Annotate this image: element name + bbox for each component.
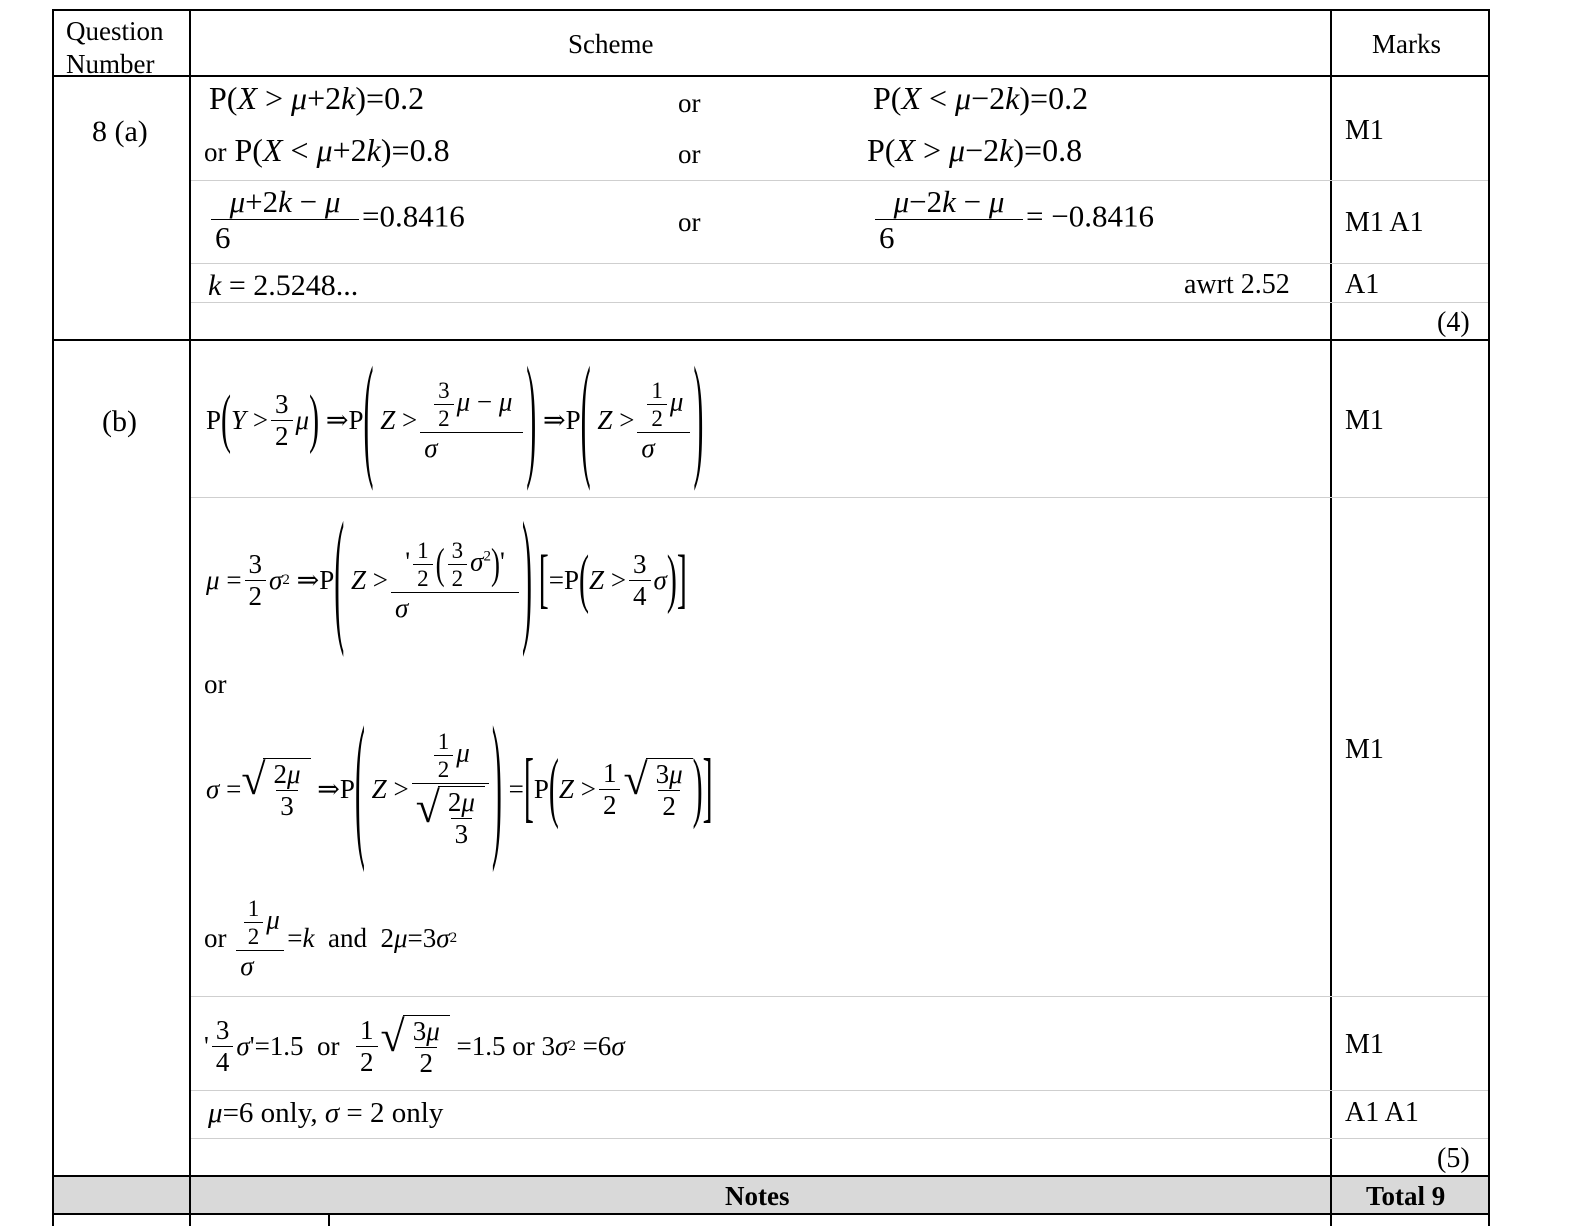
or-label: or <box>204 922 227 953</box>
row-separator <box>191 1138 1488 1139</box>
prob-eq-2: P(X < μ−2k)=0.2 <box>873 80 1089 116</box>
notes-header: Notes <box>725 1181 790 1211</box>
mark-b-m1-2: M1 <box>1345 734 1384 765</box>
k-value: k = 2.5248... <box>208 269 359 302</box>
part-a-total: (4) <box>1437 307 1470 338</box>
prob-eq-3: or P(X < μ+2k)=0.8 <box>204 132 450 168</box>
awrt-note: awrt 2.52 <box>1184 269 1290 300</box>
question-column-divider <box>189 9 191 1226</box>
mark-a1-a1: A1 A1 <box>1345 1097 1419 1128</box>
row-separator <box>191 302 1488 303</box>
part-b-label: (b) <box>102 405 137 438</box>
final-answer: μ=6 only, σ = 2 only <box>208 1097 444 1129</box>
and-label: and <box>327 922 367 953</box>
notes-subcolumn-divider <box>328 1213 330 1226</box>
k-relation: or $\frac{1}{2}$ μ σ = k and 2 μ =3 σ 2 <box>204 895 458 981</box>
or-label: or <box>204 137 227 167</box>
right-border <box>1488 9 1490 1226</box>
standardise-eq-1: $\frac{\mu+2k - \mu}{6}$ =0.8416 <box>208 186 465 253</box>
sigma-substitution: σ = √ $\frac{2\mu}{3}$ ⇒P ( Z > $\frac{1}{2}$ μ √ $\frac{2\mu}{3}$ ) = [ P ( Z > $\frac{1}{2}$ √ $\frac{3\mu}{2}$ ) ] <box>206 697 713 876</box>
row-separator <box>191 1090 1488 1091</box>
mu-substitution: μ = $\frac{3}{2}$ σ 2 ⇒P ( Z > ' $\frac{1}{2}$ ( $\frac{3}{2}$ $\sigma^2)'$ σ ) [ =P ( Z > $\frac{3}{4}$ σ ) ] <box>206 495 687 660</box>
part-a-label: 8 (a) <box>92 115 148 148</box>
row-separator <box>191 180 1488 181</box>
standardise-eq-2: $\frac{\mu-2k - \mu}{6}$ = −0.8416 <box>872 186 1154 253</box>
mark-m1: M1 <box>1345 115 1384 146</box>
or-label: or <box>678 88 701 118</box>
or-label: or <box>512 1030 535 1061</box>
prob-eq-1: P(X > μ+2k)=0.2 <box>209 80 425 116</box>
scheme-header: Scheme <box>568 29 654 59</box>
mark-b-m1-3: M1 <box>1345 1029 1384 1060</box>
equation-1-5: ' $\frac{3}{4}$ σ '=1.5 or $\frac{1}{2}$ √ $\frac{3\mu}{2}$ =1.5 or 3 σ 2 =6 σ <box>204 1012 625 1078</box>
or-label: or <box>678 139 701 169</box>
or-label: or <box>204 669 227 699</box>
part-b-total: (5) <box>1437 1143 1470 1174</box>
mark-a1: A1 <box>1345 269 1380 300</box>
part-b-bottom-border <box>52 1175 1490 1177</box>
row-separator <box>191 497 1488 498</box>
part-a-bottom-border <box>52 339 1490 341</box>
mark-scheme-table <box>52 9 1490 1226</box>
row-separator <box>191 996 1488 997</box>
left-border <box>52 9 54 1226</box>
marks-header: Marks <box>1372 29 1441 59</box>
header-bottom-border <box>52 75 1490 77</box>
marks-column-divider <box>1330 9 1332 1226</box>
mark-m1-a1: M1 A1 <box>1345 207 1424 238</box>
notes-bottom-border <box>52 1213 1490 1215</box>
row-separator <box>191 263 1488 264</box>
or-label: or <box>317 1030 340 1061</box>
total-marks: Total 9 <box>1366 1181 1446 1211</box>
table-top-border <box>52 9 1490 11</box>
prob-y-expression: P ( Y > $\frac{3}{2}$ μ ) ⇒P ( Z > $\frac{3}{2}$ μ − μ σ ) ⇒P ( Z > $\frac{1}{2}$ μ σ ) <box>206 341 704 494</box>
prob-eq-4: P(X > μ−2k)=0.8 <box>867 132 1083 168</box>
or-label: or <box>678 207 701 237</box>
question-number-header: Question Number <box>66 16 164 79</box>
mark-b-m1: M1 <box>1345 405 1384 436</box>
